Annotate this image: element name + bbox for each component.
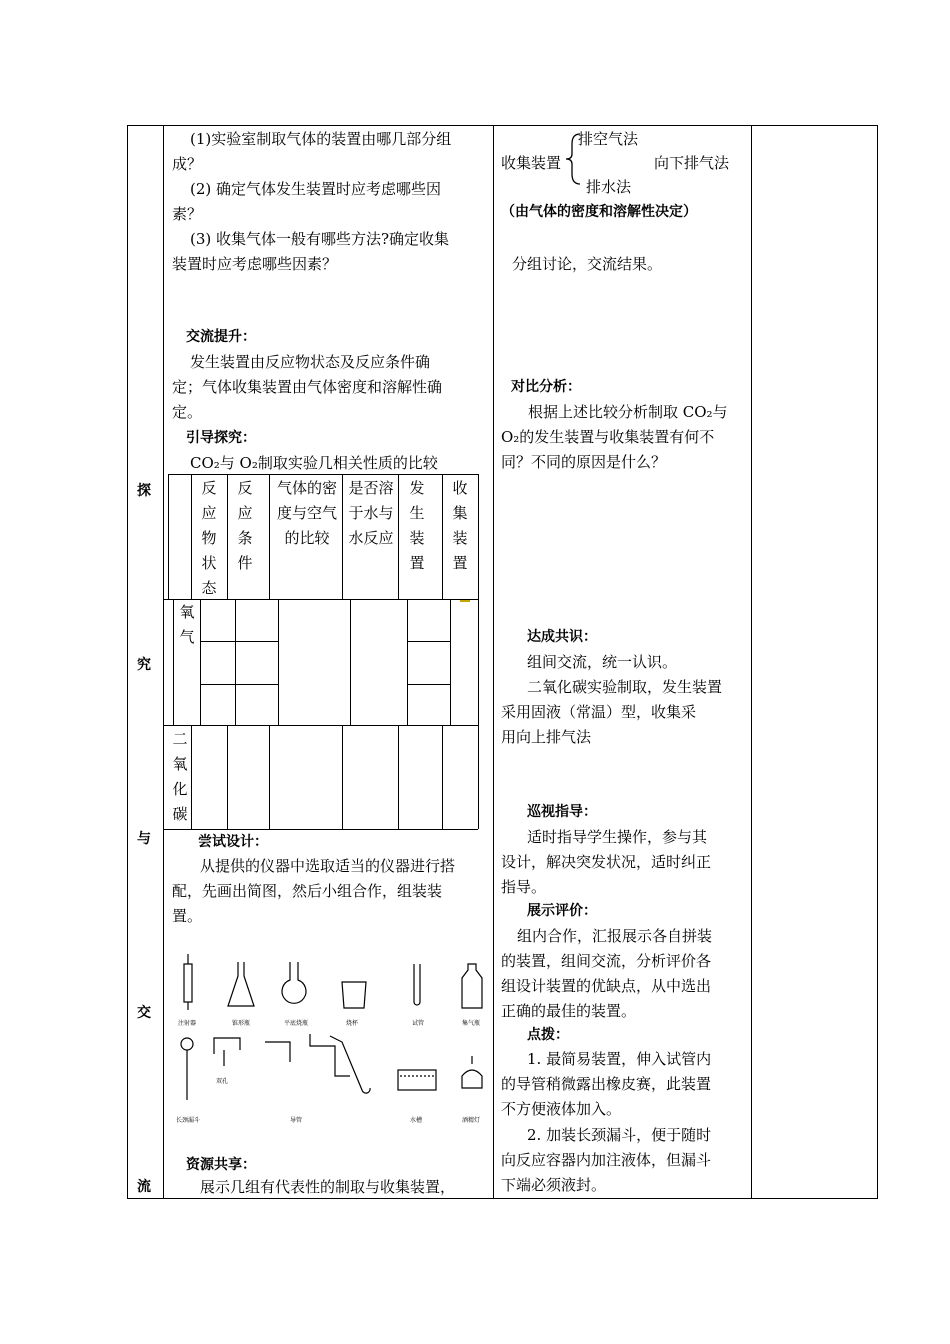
duibi-heading: 对比分析： bbox=[511, 379, 581, 395]
question-3-line1: (3) 收集气体一般有哪些方法?确定收集 bbox=[190, 230, 450, 248]
table-header-solubility: 是否溶于水与水反应 bbox=[348, 479, 394, 547]
zhanshi-line2: 的装置，组间交流，分析评价各 bbox=[501, 952, 712, 970]
xunshi-line3: 指导。 bbox=[501, 878, 547, 896]
ziyuan-heading: 资源共享： bbox=[186, 1157, 256, 1173]
dianbo-2-line2: 向反应容器内加注液体，但漏斗 bbox=[501, 1151, 712, 1169]
ziyuan-line1: 展示几组有代表性的制取与收集装置， bbox=[200, 1178, 456, 1196]
jiaoliu-line3: 定。 bbox=[172, 403, 203, 421]
xunshi-line1: 适时指导学生操作，参与其 bbox=[527, 828, 708, 846]
label-trough: 水槽 bbox=[410, 1117, 423, 1124]
dianbo-2-line3: 下端必须液封。 bbox=[501, 1176, 607, 1194]
side-char-2: 究 bbox=[137, 657, 151, 673]
dianbo-2-line1: 2. 加装长颈漏斗，便于随时 bbox=[527, 1126, 712, 1144]
jiaoliu-heading: 交流提升： bbox=[186, 329, 256, 345]
question-3-line2: 装置时应考虑哪些因素？ bbox=[172, 255, 338, 273]
label-lamp: 酒精灯 bbox=[462, 1117, 481, 1124]
label-gas-jar: 集气瓶 bbox=[462, 1020, 481, 1027]
changshi-line2: 配，先画出简图，然后小组合作，组装装 bbox=[172, 882, 443, 900]
duibi-line3: 同？不同的原因是什么？ bbox=[501, 453, 667, 471]
table-header-density: 气体的密度与空气的比较 bbox=[276, 479, 337, 547]
collect-label: 收集装置 bbox=[501, 154, 562, 172]
table-header-generator: 发生装置 bbox=[409, 479, 425, 572]
table-header-condition: 反应条件 bbox=[237, 479, 253, 572]
row-co2-label: 二氧化碳 bbox=[172, 730, 188, 823]
yindao-heading: 引导探究： bbox=[186, 430, 256, 446]
label-conical-flask: 锥形瓶 bbox=[232, 1020, 251, 1027]
label-round-flask: 平底烧瓶 bbox=[284, 1020, 309, 1027]
dianbo-1-line1: 1. 最简易装置，伸入试管内 bbox=[527, 1050, 712, 1068]
jiaoliu-line1: 发生装置由反应物状态及反应条件确 bbox=[190, 353, 431, 371]
xunshi-heading: 巡视指导： bbox=[527, 804, 597, 820]
label-syringe: 注射器 bbox=[178, 1020, 197, 1027]
collect-method-2: 向下排气法 bbox=[654, 154, 730, 172]
jiaoliu-line2: 定；气体收集装置由气体密度和溶解性确 bbox=[172, 378, 443, 396]
question-2-line1: (2) 确定气体发生装置时应考虑哪些因 bbox=[190, 180, 442, 198]
instruments-drawing bbox=[170, 950, 490, 1130]
dacheng-line4: 用向上排气法 bbox=[501, 728, 592, 746]
side-char-1: 探 bbox=[137, 483, 151, 499]
zhanshi-heading: 展示评价： bbox=[527, 903, 597, 919]
side-char-5: 流 bbox=[137, 1179, 151, 1195]
table-header-collector: 收集装置 bbox=[452, 479, 468, 572]
compare-title: CO₂与 O₂制取实验几相关性质的比较 bbox=[190, 454, 438, 472]
discuss-text: 分组讨论，交流结果。 bbox=[512, 255, 663, 273]
side-char-3: 与 bbox=[137, 831, 151, 847]
label-stopper: 双孔 bbox=[216, 1078, 229, 1085]
zhanshi-line1: 组内合作，汇报展示各自拼装 bbox=[517, 927, 713, 945]
label-beaker: 烧杯 bbox=[346, 1020, 359, 1027]
label-test-tube: 试管 bbox=[412, 1020, 425, 1027]
dacheng-line2: 二氧化碳实验制取，发生装置 bbox=[527, 678, 723, 696]
question-2-line2: 素？ bbox=[172, 205, 203, 223]
changshi-heading: 尝试设计： bbox=[198, 834, 268, 850]
table-header-state: 反应物状态 bbox=[201, 479, 217, 597]
dianbo-heading: 点拨： bbox=[527, 1027, 569, 1043]
zhanshi-line4: 正确的最佳的装置。 bbox=[501, 1002, 637, 1020]
collect-method-3: 排水法 bbox=[586, 178, 632, 196]
side-char-4: 交 bbox=[137, 1005, 151, 1021]
zhanshi-line3: 组设计装置的优缺点，从中选出 bbox=[501, 977, 712, 995]
label-long-funnel: 长颈漏斗 bbox=[176, 1117, 201, 1124]
duibi-line1: 根据上述比较分析制取 CO₂与 bbox=[528, 403, 728, 421]
changshi-line3: 置。 bbox=[172, 907, 203, 925]
duibi-line2: O₂的发生装置与收集装置有何不 bbox=[501, 428, 715, 446]
xunshi-line2: 设计，解决突发状况，适时纠正 bbox=[501, 853, 712, 871]
collect-method-1: 排空气法 bbox=[578, 130, 639, 148]
brace-icon bbox=[564, 130, 584, 188]
row-oxygen-label: 氧气 bbox=[179, 603, 195, 646]
dacheng-line1: 组间交流，统一认识。 bbox=[527, 653, 678, 671]
dianbo-1-line2: 的导管稍微露出橡皮赛，此装置 bbox=[501, 1075, 712, 1093]
question-1-line2: 成？ bbox=[172, 155, 203, 173]
question-1-line1: (1)实验室制取气体的装置由哪几部分组 bbox=[190, 130, 452, 148]
dacheng-line3: 采用固液（常温）型，收集采 bbox=[501, 703, 697, 721]
marker-dash bbox=[460, 600, 470, 602]
dianbo-1-line3: 不方便液体加入。 bbox=[501, 1100, 622, 1118]
changshi-line1: 从提供的仪器中选取适当的仪器进行搭 bbox=[200, 857, 456, 875]
dacheng-heading: 达成共识： bbox=[527, 629, 597, 645]
label-tube: 导管 bbox=[290, 1117, 303, 1124]
decided-by: （由气体的密度和溶解性决定） bbox=[501, 204, 697, 220]
